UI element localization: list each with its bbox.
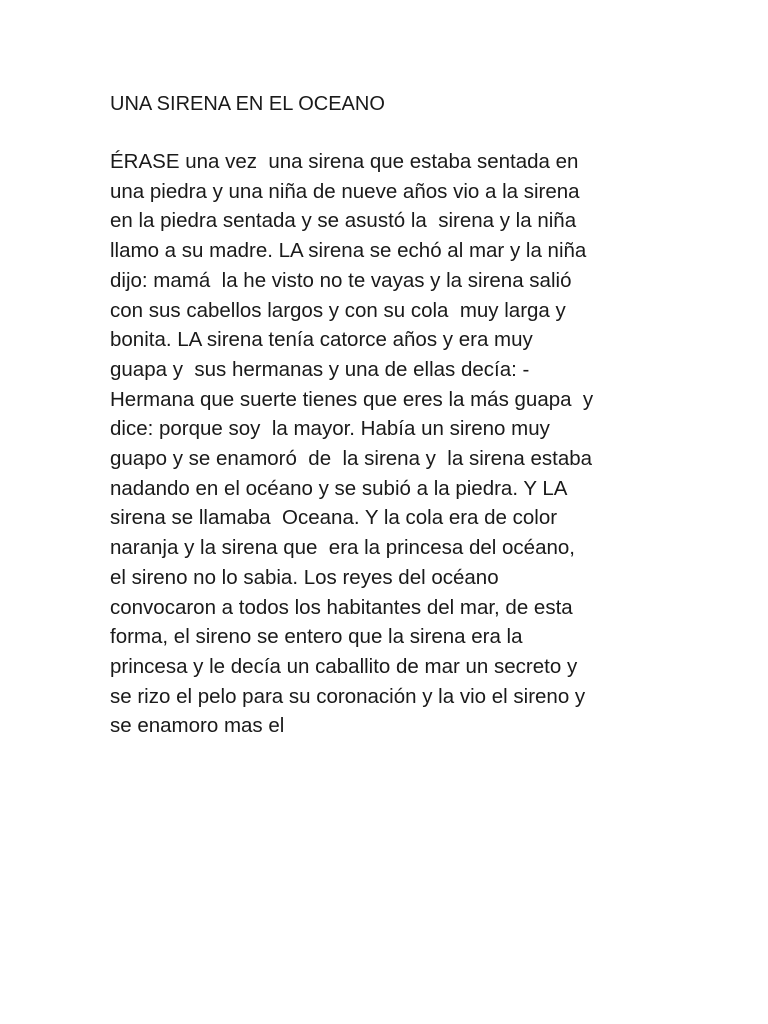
story-line: en la piedra sentada y se asustó la sirena y la niña — [110, 209, 577, 233]
story-line: con sus cabellos largos y con su cola muy larga y — [110, 298, 566, 322]
story-line: se enamoro mas el — [110, 714, 285, 738]
story-line: el sireno no lo sabia. Los reyes del océano — [110, 565, 499, 589]
story-line: una piedra y una niña de nueve años vio a la sirena — [110, 179, 580, 203]
story-line: forma, el sireno se entero que la sirena era la — [110, 625, 523, 649]
story-line: naranja y la sirena que era la princesa del océano, — [110, 536, 575, 560]
document-title: UNA SIRENA EN EL OCEANO — [110, 93, 385, 115]
story-line: sirena se llamaba Oceana. Y la cola era de color — [110, 506, 558, 530]
story-line: guapa y sus hermanas y una de ellas decía: - — [110, 357, 530, 381]
story-line: guapo y se enamoró de la sirena y la sirena estaba — [110, 447, 593, 471]
story-line: bonita. LA sirena tenía catorce años y era muy — [110, 328, 533, 352]
story-line: convocaron a todos los habitantes del mar, de esta — [110, 595, 573, 619]
story-line: dice: porque soy la mayor. Había un sireno muy — [110, 417, 550, 441]
story-line: Hermana que suerte tienes que eres la más guapa y — [110, 387, 594, 411]
story-line: llamo a su madre. LA sirena se echó al mar y la niña — [110, 239, 587, 263]
story-line: ÉRASE una vez una sirena que estaba sentada en — [110, 150, 579, 173]
story-line: dijo: mamá la he visto no te vayas y la sirena salió — [110, 268, 572, 292]
story-line: princesa y le decía un caballito de mar un secreto y — [110, 654, 578, 678]
story-body — [110, 147, 593, 741]
story-line: nadando en el océano y se subió a la piedra. Y LA — [110, 476, 568, 500]
story-line: se rizo el pelo para su coronación y la vio el sireno y — [110, 684, 586, 708]
